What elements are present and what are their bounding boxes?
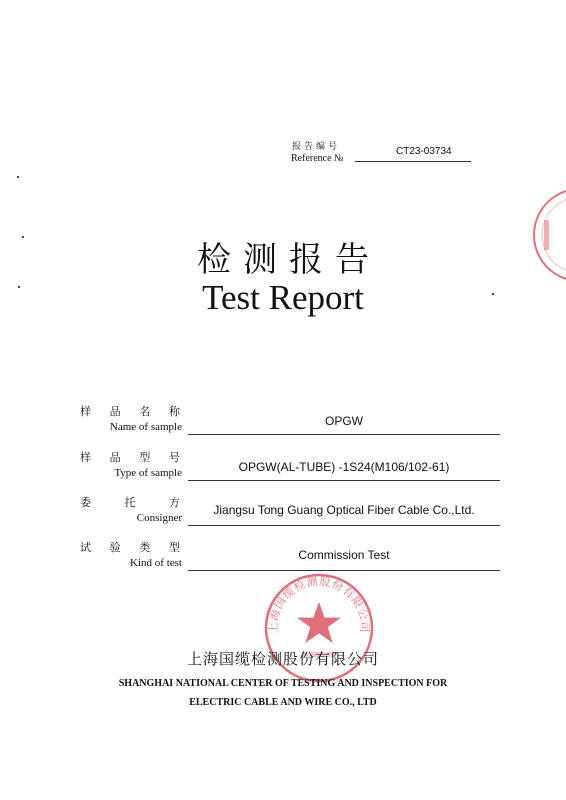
field-name-underline <box>188 434 500 435</box>
reference-underline <box>355 161 471 162</box>
scan-speck <box>17 176 19 178</box>
field-kind-label-cn: 试 验 类 型 <box>80 541 180 554</box>
field-kind-value: Commission Test <box>298 548 390 562</box>
field-name-label-cn: 样 品 名 称 <box>80 405 180 418</box>
field-type-underline <box>188 480 500 481</box>
organization-name-cn: 上海国缆检测股份有限公司 <box>186 650 379 668</box>
seal-text: 上海国缆检测股份有限公司 <box>266 574 372 634</box>
field-consigner-label-en: Consigner <box>136 512 182 524</box>
field-kind-underline <box>188 570 500 571</box>
organization-name-en-line1: SHANGHAI NATIONAL CENTER OF TESTING AND INSPECTION FOR <box>118 678 448 689</box>
field-name-value: OPGW <box>325 414 363 428</box>
field-type-value: OPGW(AL-TUBE) -1S24(M106/102-61) <box>238 460 450 474</box>
field-consigner-underline <box>188 525 500 526</box>
reference-label-cn: 报告编号 <box>292 142 341 152</box>
title-english: Test Report <box>202 278 364 317</box>
reference-number: CT23-03734 <box>396 146 452 157</box>
reference-label-en: Reference № <box>291 153 344 164</box>
organization-name-en-line2: ELECTRIC CABLE AND WIRE CO., LTD <box>189 697 377 708</box>
scan-speck <box>18 286 20 288</box>
title-chinese: 检测报告 <box>197 240 381 280</box>
field-consigner-label-cn: 委 托 方 <box>80 496 180 509</box>
edge-seal-fragment <box>530 180 566 290</box>
scan-speck <box>22 236 24 238</box>
field-consigner-value: Jiangsu Tong Guang Optical Fiber Cable Co.,Ltd. <box>213 503 475 517</box>
field-kind-label-en: Kind of test <box>130 557 182 569</box>
field-name-label-en: Name of sample <box>109 421 182 433</box>
seal-star-icon <box>297 602 341 643</box>
field-type-label-en: Type of sample <box>114 467 182 479</box>
field-type-label-cn: 样 品 型 号 <box>80 451 180 464</box>
scan-speck <box>492 293 494 295</box>
